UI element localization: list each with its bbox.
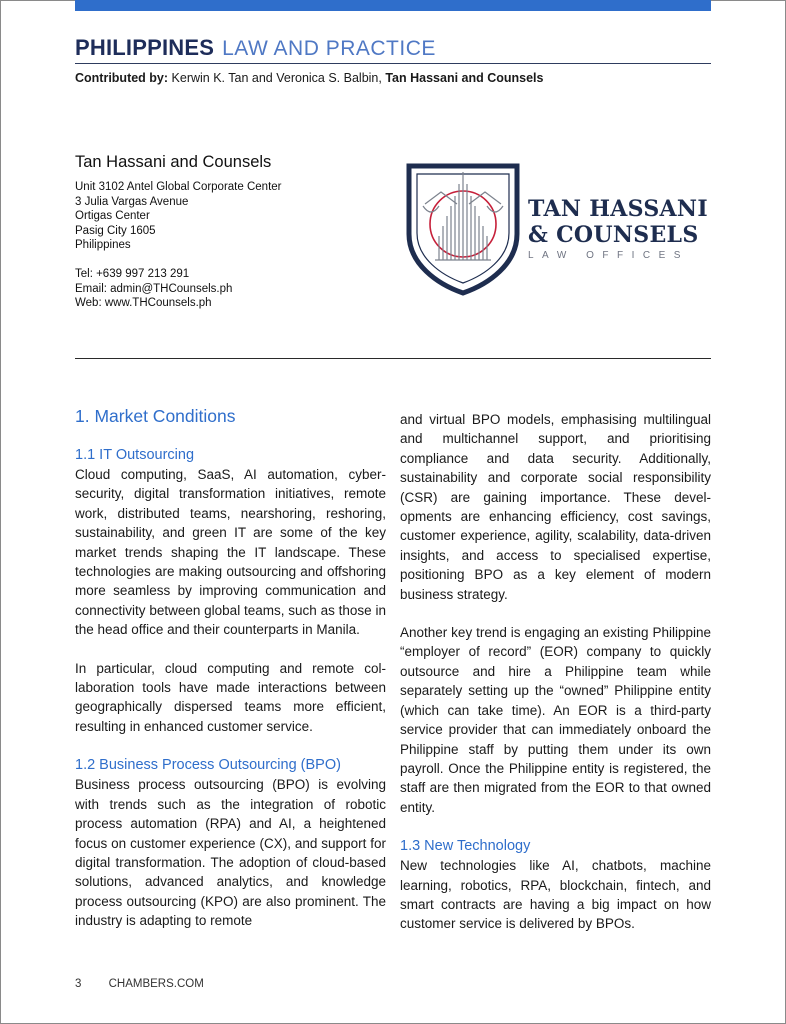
- contrib-label: Contributed by:: [75, 71, 169, 85]
- address-line: Unit 3102 Antel Global Corporate Center: [75, 181, 282, 193]
- contributors-line: [75, 70, 711, 86]
- title-practice: LAW AND PRACTICE: [222, 37, 436, 60]
- paragraph: Cloud computing, SaaS, AI automation, cybersecurity, digital transformation initiatives, remote work, distributed teams, nearshoring, reshoring, sustainability, and green IT are some of the key market trends shaping the IT landscape. These technologies are making outsourcing and offshoring more seamless by improving communication and connectivity between global teams, such as those in the head office and their counterparts in Manila.: [75, 467, 386, 638]
- logo-line-2: & COUNSELS: [528, 222, 699, 248]
- page-number: 3: [75, 978, 82, 990]
- subsection-heading: 1.3 New Technology: [400, 838, 531, 855]
- top-accent-bar: [75, 0, 711, 11]
- subsection-heading: 1.2 Business Process Outsourcing (BPO): [75, 757, 341, 774]
- shield-logo-icon: [405, 162, 521, 296]
- logo-line-1: TAN HASSANI: [528, 196, 708, 222]
- left-column: [75, 405, 386, 931]
- firm-name: Tan Hassani and Counsels: [75, 153, 272, 171]
- firm-email: Email: admin@THCounsels.ph: [75, 282, 233, 295]
- paragraph: and virtual BPO models, emphasising multilingual and multichannel support, and prioritising compliance and data security. Additionally, sustainability and corporate social responsibility (CSR) are gaining importance. These developments are enhancing efficiency, cost savings, customer experience, agility, scalability, data-driven insights, and access to specialised expertise, positioning BPO as a key element of modern business strategy.: [400, 412, 711, 602]
- firm-web: Web: www.THCounsels.ph: [75, 297, 212, 310]
- paragraph: In particular, cloud computing and remote collaboration tools have made interactions between geographically dispersed teams more efficient, resulting in enhanced customer service.: [75, 660, 386, 734]
- paragraph: Another key trend is engaging an existing Philippine “employer of record” (EOR) company to quickly outsource and hire a Philippine team while separately setting up the “owned” Philippine entity (which can take time). An EOR is a third-party service provider that can immediately onboard the Philippine staff by putting them under its own payroll. Once the Philippine entity is registered, the staff are then migrated from the EOR to that owned entity.: [400, 625, 711, 815]
- address-line: Philippines: [75, 239, 131, 252]
- firm-logo: [405, 162, 708, 298]
- address-line: 3 Julia Vargas Avenue: [75, 195, 189, 208]
- paragraph: Business process outsourcing (BPO) is evolving with trends such as the integration of robotic process automation (RPA) and AI, a heightened focus on customer experience (CX), and support for digital transformation. The adoption of cloud-based solutions, advanced analytics, and knowledge process outsourcing (KPO) are also prominent. The industry is adapting to remote: [75, 777, 386, 929]
- firm-tel: Tel: +639 997 213 291: [75, 267, 190, 280]
- logo-line-3: LAW OFFICES: [528, 250, 689, 261]
- contrib-authors: Kerwin K. Tan and Veronica S. Balbin,: [171, 71, 382, 85]
- logo-wordmark: [528, 196, 708, 261]
- paragraph: New technologies like AI, chatbots, machine learning, robotics, RPA, blockchain, fintech, and smart contracts are having a big impact on how customer service is delivered by BPOs.: [400, 858, 711, 932]
- address-line: Ortigas Center: [75, 210, 150, 223]
- page-title: [75, 34, 711, 63]
- header-divider: [75, 63, 711, 64]
- page-footer: [75, 978, 204, 990]
- firm-contact-block: [75, 152, 395, 311]
- address-line: Pasig City 1605: [75, 224, 156, 237]
- section-divider: [75, 358, 711, 359]
- footer-site: CHAMBERS.COM: [108, 978, 204, 990]
- right-column: [400, 410, 711, 934]
- title-country: PHILIPPINES: [75, 35, 215, 60]
- subsection-heading: 1.1 IT Outsourcing: [75, 447, 195, 463]
- contrib-firm: Tan Hassani and Counsels: [385, 71, 544, 85]
- section-heading: 1. Market Conditions: [75, 406, 236, 426]
